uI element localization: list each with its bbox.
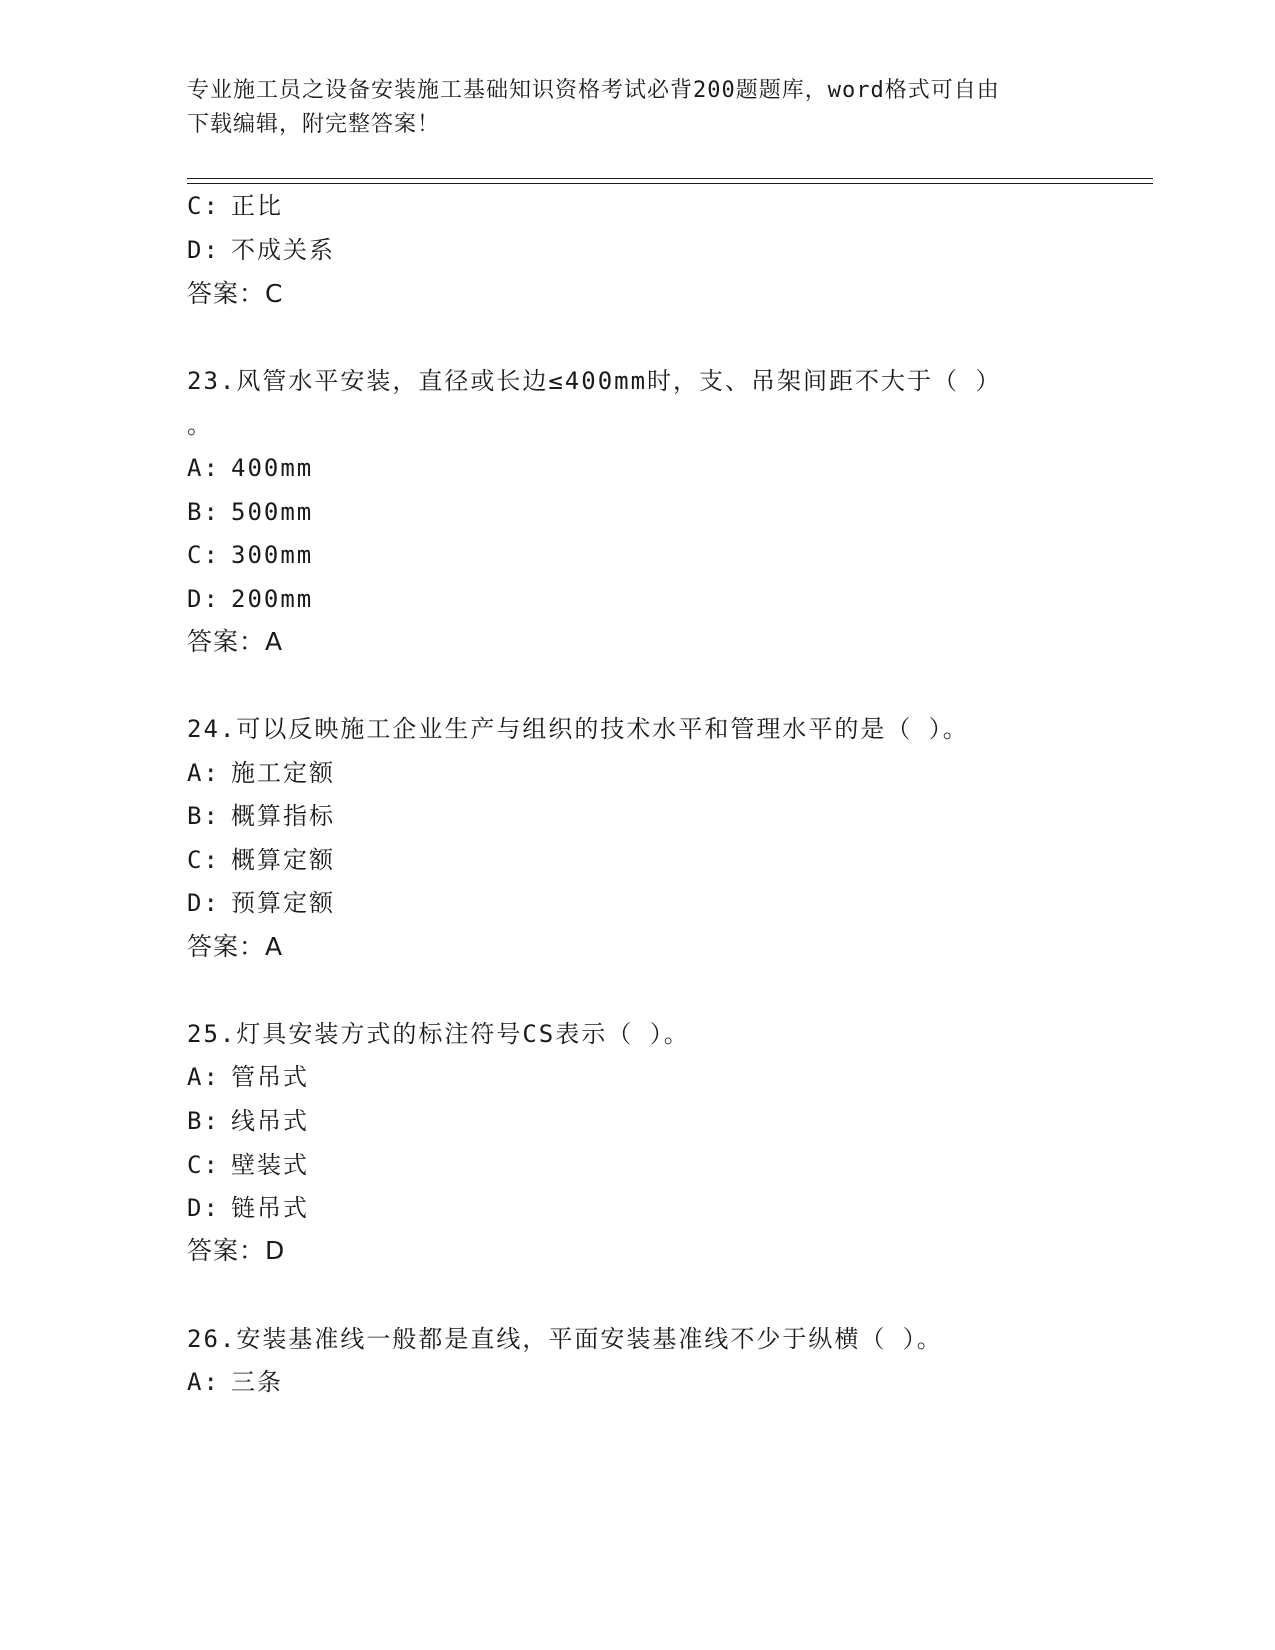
question-stem: 23.风管水平安装，直径或长边≤400mm时，支、吊架间距不大于（ ）: [187, 367, 1002, 395]
option-line: [187, 888, 335, 918]
option-line: [187, 1106, 309, 1136]
option-text: 正比: [231, 192, 283, 220]
option-text: 线吊式: [231, 1107, 309, 1135]
option-key: C:: [187, 541, 220, 569]
option-key: B:: [187, 802, 220, 830]
option-text: 概算定额: [231, 846, 335, 874]
option-line: [187, 1150, 309, 1180]
option-key: B:: [187, 498, 220, 526]
option-text: 不成关系: [231, 236, 335, 264]
header-divider-bottom: [187, 183, 1153, 184]
option-text: 400mm: [231, 454, 314, 482]
question-stem: 26.安装基准线一般都是直线，平面安装基准线不少于纵横（ ）。: [187, 1325, 943, 1353]
option-line: [187, 497, 313, 527]
option-text: 施工定额: [231, 759, 335, 787]
option-key: A:: [187, 1368, 220, 1396]
answer-line: 答案：A: [187, 932, 284, 961]
option-line: [187, 845, 335, 875]
option-key: C:: [187, 1151, 220, 1179]
header-title-line-1: 专业施工员之设备安装施工基础知识资格考试必背200题题库，word格式可自由: [187, 78, 1000, 103]
question-stem: 24.可以反映施工企业生产与组织的技术水平和管理水平的是（ ）。: [187, 715, 969, 743]
option-line: [187, 758, 335, 788]
option-text: 管吊式: [231, 1063, 309, 1091]
option-key: C:: [187, 192, 220, 220]
option-line: [187, 1367, 283, 1397]
option-text: 概算指标: [231, 802, 335, 830]
option-line: [187, 801, 335, 831]
option-key: D:: [187, 1194, 220, 1222]
option-line: [187, 540, 313, 570]
option-key: D:: [187, 585, 220, 613]
question-stem-continuation: 。: [187, 411, 213, 439]
option-key: D:: [187, 236, 220, 264]
option-line: [187, 191, 283, 221]
answer-line: 答案：D: [187, 1236, 286, 1265]
header-divider-top: [187, 178, 1153, 179]
document-header: [187, 74, 1067, 142]
option-line: [187, 1062, 309, 1092]
option-text: 链吊式: [231, 1194, 309, 1222]
option-line: [187, 584, 313, 614]
option-key: C:: [187, 846, 220, 874]
option-key: A:: [187, 454, 220, 482]
option-text: 壁装式: [231, 1151, 309, 1179]
option-key: D:: [187, 889, 220, 917]
option-key: A:: [187, 1063, 220, 1091]
option-text: 三条: [231, 1368, 283, 1396]
answer-line: 答案：C: [187, 279, 284, 308]
header-title-line-2: 下载编辑，附完整答案！: [187, 112, 441, 137]
option-key: B:: [187, 1107, 220, 1135]
option-text: 预算定额: [231, 889, 335, 917]
question-stem: 25.灯具安装方式的标注符号CS表示（ ）。: [187, 1020, 690, 1048]
option-text: 300mm: [231, 541, 314, 569]
option-line: [187, 1193, 309, 1223]
answer-line: 答案：A: [187, 627, 284, 656]
option-line: [187, 453, 313, 483]
option-line: [187, 235, 335, 265]
option-text: 200mm: [231, 585, 314, 613]
option-text: 500mm: [231, 498, 314, 526]
option-key: A:: [187, 759, 220, 787]
